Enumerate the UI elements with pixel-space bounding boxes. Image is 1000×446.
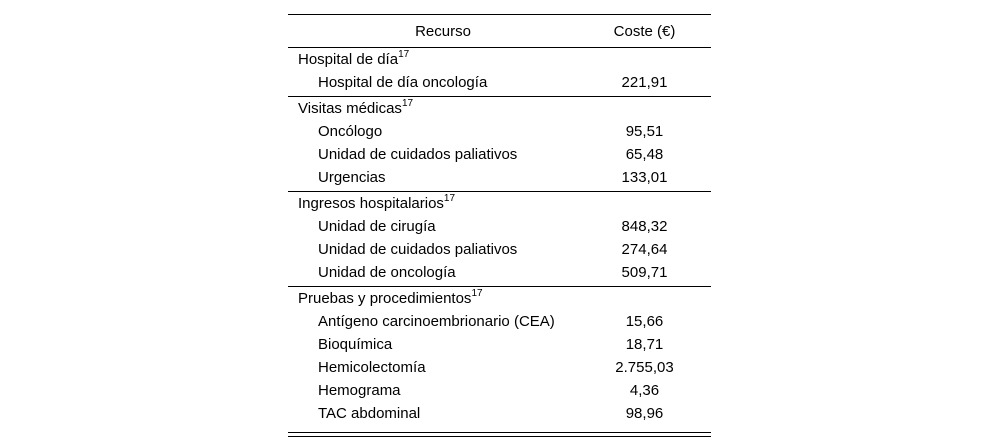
row-cost: 509,71 [621,264,668,281]
group-hospital-de-dia [288,48,711,96]
row-cost: 18,71 [625,336,664,353]
row-cost: 274,64 [621,241,668,258]
row-label: Hemograma [318,382,401,399]
row-cost: 65,48 [625,146,664,163]
row-label: Unidad de cirugía [318,218,436,235]
row-cost: 133,01 [621,169,668,186]
category-label: Ingresos hospitalarios [298,195,444,212]
row-cost: 4,36 [629,382,660,399]
header-cost: Coste (€) [613,22,676,40]
category-row [288,192,711,215]
row-cost: 15,66 [625,313,664,330]
reference-superscript: 17 [443,193,456,204]
row-label: Oncólogo [318,123,383,140]
table-row [288,402,711,425]
row-label: Unidad de cuidados paliativos [318,146,518,163]
row-cost: 2.755,03 [615,359,674,376]
row-label: Hemicolectomía [318,359,426,376]
table-row [288,71,711,94]
category-row [288,287,711,310]
group-visitas-medicas [288,97,711,191]
category-row [288,48,711,71]
header-resource: Recurso [415,22,471,40]
cost-table [288,14,711,437]
category-row [288,97,711,120]
bottom-rule-double [288,436,711,437]
table-row [288,238,711,261]
row-cost: 95,51 [625,123,664,140]
table-row [288,333,711,356]
group-pruebas-procedimientos [288,287,711,427]
category-label: Pruebas y procedimientos [298,290,472,307]
table-header [288,15,711,47]
category-label: Hospital de día [298,51,399,68]
group-ingresos-hospitalarios [288,192,711,286]
table-row [288,166,711,189]
row-label: TAC abdominal [318,405,421,422]
row-label: Unidad de cuidados paliativos [318,241,518,258]
row-cost: 98,96 [625,405,664,422]
table-row [288,379,711,402]
row-label: Antígeno carcinoembrionario (CEA) [318,313,555,330]
category-label: Visitas médicas [298,100,402,117]
table-row [288,356,711,379]
bottom-rule [288,432,711,433]
table-row [288,261,711,284]
row-cost: 848,32 [621,218,668,235]
reference-superscript: 17 [398,49,410,60]
row-label: Urgencias [318,169,386,186]
table-row [288,120,711,143]
row-label: Unidad de oncología [318,264,456,281]
row-label: Hospital de día oncología [318,74,488,91]
row-cost: 221,91 [621,74,668,91]
table-row [288,310,711,333]
reference-superscript: 17 [471,288,483,299]
table-row [288,143,711,166]
reference-superscript: 17 [401,98,414,109]
row-label: Bioquímica [318,336,393,353]
table-row [288,215,711,238]
